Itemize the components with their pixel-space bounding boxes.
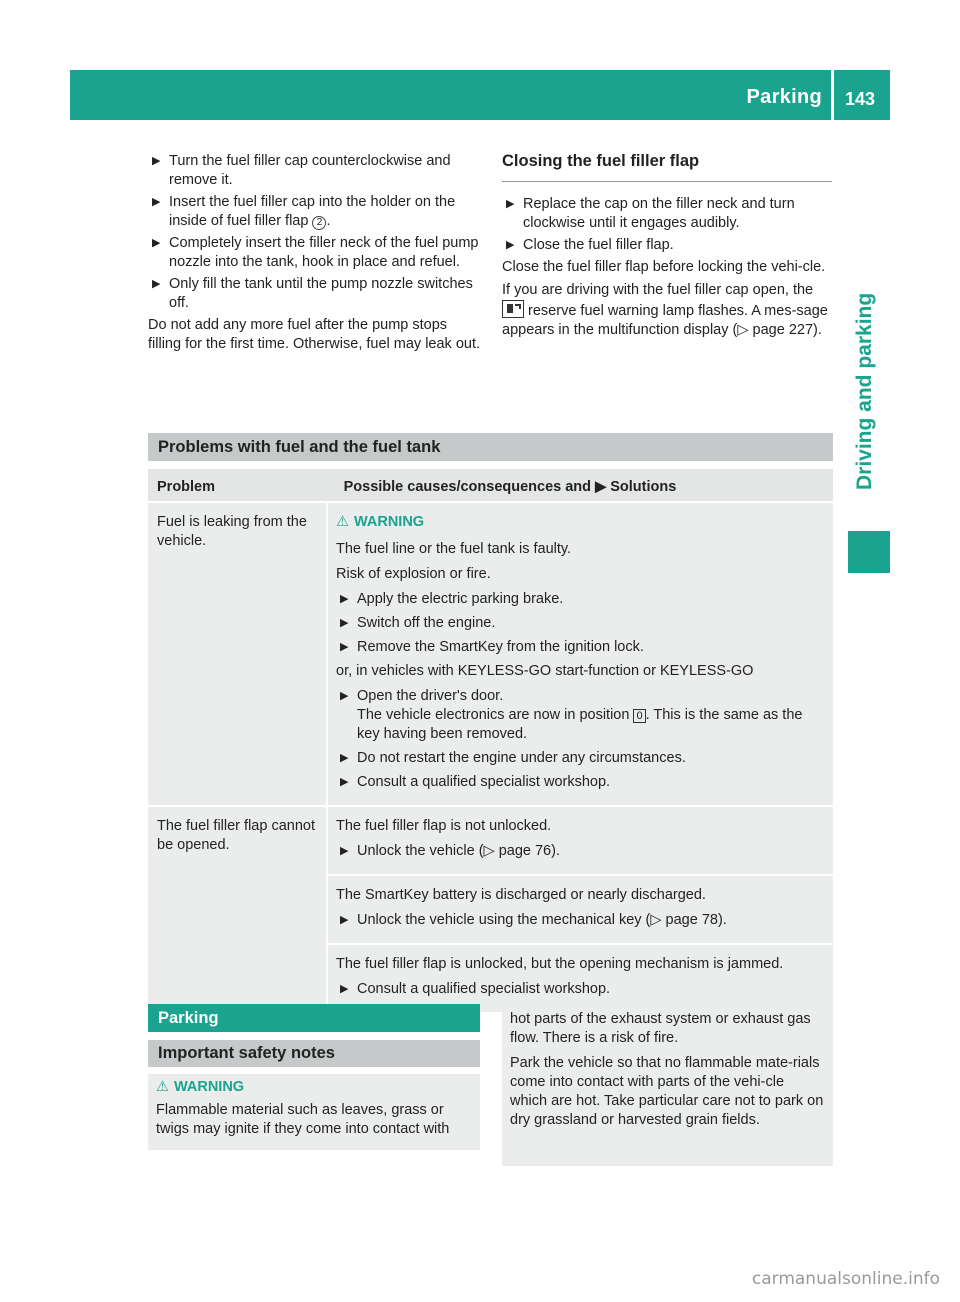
watermark: carmanualsonline.info bbox=[751, 1269, 940, 1289]
warning-label: ⚠ WARNING bbox=[336, 514, 425, 530]
step-arrow-icon: ▶ bbox=[152, 278, 161, 290]
header-divider bbox=[831, 70, 834, 120]
solution-arrow-icon: ▶ bbox=[595, 479, 607, 495]
reserve-lamp-note: If you are driving with the fuel filler cap open, the reserve fuel warning lamp flashes. A mes-sage appears in the multifunction display (▷ page 227). bbox=[502, 282, 828, 338]
step-item: ▶ Completely insert the filler neck of the fuel pump nozzle into the tank, hook in place and refuel. bbox=[152, 235, 479, 270]
col-problem: Problem bbox=[157, 479, 216, 495]
step-arrow-icon: ▶ bbox=[340, 690, 349, 702]
closing-section bbox=[502, 152, 832, 344]
warning-triangle-icon: ⚠ bbox=[336, 514, 349, 530]
overfill-note: Do not add any more fuel after the pump stops filling for the first time. Otherwise, fuel may leak out. bbox=[148, 317, 481, 352]
closing-note: Close the fuel filler flap before locking the vehi-cle. bbox=[502, 259, 826, 275]
problems-heading: Problems with fuel and the fuel tank bbox=[148, 433, 833, 461]
step-item: ▶ Consult a qualified specialist workshop. bbox=[340, 981, 611, 997]
step-arrow-icon: ▶ bbox=[506, 239, 515, 251]
step-item: ▶ Unlock the vehicle using the mechanical key (▷ page 78). bbox=[340, 912, 727, 928]
step-arrow-icon: ▶ bbox=[152, 155, 161, 167]
step-item: ▶ Unlock the vehicle (▷ page 76). bbox=[340, 843, 560, 859]
step-item: ▶ Close the fuel filler flap. bbox=[506, 237, 674, 253]
side-tab-marker bbox=[848, 531, 890, 573]
step-item: ▶ Apply the electric parking brake. bbox=[340, 591, 564, 607]
step-item: ▶ Do not restart the engine under any circumstances. bbox=[340, 750, 686, 766]
parking-warning-continued: hot parts of the exhaust system or exhaust gas flow. There is a risk of fire. Park the vehicle so that no flammable mate-rials come into contact with parts of the vehi-cle which are hot. Take particular care not to park on dry grassland or harvested grain fields. bbox=[502, 1004, 833, 1166]
step-arrow-icon: ▶ bbox=[340, 845, 349, 857]
ref-number-icon: 2 bbox=[312, 216, 326, 230]
step-arrow-icon: ▶ bbox=[340, 983, 349, 995]
table-row: The fuel filler flap cannot be opened. The fuel filler flap is not unlocked. ▶ Unlock the vehicle (▷ page 76). The SmartKey battery is discharged or nearly discharged. ▶ Unlock the vehicle using the mechanical key (▷ page 78). The fuel filler flap is unlocked, but the opening mechanism is jammed. ▶ Consult a qualified specialist workshop. bbox=[148, 807, 833, 1014]
step-item: ▶ Only fill the tank until the pump nozzle switches off. bbox=[152, 276, 473, 311]
step-arrow-icon: ▶ bbox=[340, 641, 349, 653]
problems-table bbox=[148, 469, 833, 1014]
step-item: ▶ Remove the SmartKey from the ignition lock. bbox=[340, 639, 644, 655]
step-item: ▶ Turn the fuel filler cap counterclockwise and remove it. bbox=[152, 153, 451, 188]
step-item: ▶ Switch off the engine. bbox=[340, 615, 496, 631]
page-ref-link[interactable]: (▷ page 227). bbox=[732, 322, 822, 338]
table-row: Fuel is leaking from the vehicle. ⚠ WARNING The fuel line or the fuel tank is faulty. Risk of explosion or fire. ▶ Apply the electric parking brake. ▶ Switch off the engine. ▶ Remove the SmartKey from the ignition lock. or, in vehicles with KEYLESS-GO start-function or KEYLESS-GO ▶ Open the driver's door. The vehicle electronics are now in position 0 . This is the same as the key having been removed. ▶ Do not restart the engine under any circumstances. ▶ Consult a qualified specialist workshop. bbox=[148, 503, 833, 807]
step-arrow-icon: ▶ bbox=[152, 237, 161, 249]
step-item: ▶ Consult a qualified specialist workshop. bbox=[340, 774, 611, 790]
step-arrow-icon: ▶ bbox=[340, 752, 349, 764]
fuel-pump-icon bbox=[502, 300, 524, 318]
step-item: ▶ Open the driver's door. The vehicle electronics are now in position 0 . This is the same as the key having been removed. bbox=[340, 688, 803, 742]
parking-heading: Parking bbox=[148, 1004, 480, 1032]
key-position-icon: 0 bbox=[633, 709, 645, 723]
step-arrow-icon: ▶ bbox=[340, 776, 349, 788]
page-section-title: Parking bbox=[746, 86, 822, 108]
problem-cell: The fuel filler flap cannot be opened. bbox=[148, 807, 328, 1012]
step-item: ▶ Insert the fuel filler cap into the holder on the inside of fuel filler flap 2 . bbox=[152, 194, 456, 229]
step-arrow-icon: ▶ bbox=[506, 198, 515, 210]
step-arrow-icon: ▶ bbox=[340, 914, 349, 926]
table-header bbox=[148, 469, 833, 503]
step-arrow-icon: ▶ bbox=[340, 593, 349, 605]
safety-heading: Important safety notes bbox=[148, 1040, 480, 1067]
warning-label: ⚠ WARNING bbox=[156, 1079, 245, 1095]
parking-warning: ⚠ WARNING Flammable material such as leaves, grass or twigs may ignite if they come into contact with bbox=[148, 1074, 480, 1150]
step-item: ▶ Replace the cap on the filler neck and turn clockwise until it engages audibly. bbox=[506, 196, 795, 231]
step-arrow-icon: ▶ bbox=[340, 617, 349, 629]
step-arrow-icon: ▶ bbox=[152, 196, 161, 208]
page-number: 143 bbox=[845, 89, 876, 109]
col-causes: Possible causes/consequences and ▶ Solutions bbox=[343, 479, 677, 495]
warning-triangle-icon: ⚠ bbox=[156, 1079, 169, 1095]
refuel-steps bbox=[148, 152, 480, 358]
closing-heading: Closing the fuel filler flap bbox=[502, 152, 832, 182]
problem-cell: Fuel is leaking from the vehicle. bbox=[148, 503, 328, 805]
